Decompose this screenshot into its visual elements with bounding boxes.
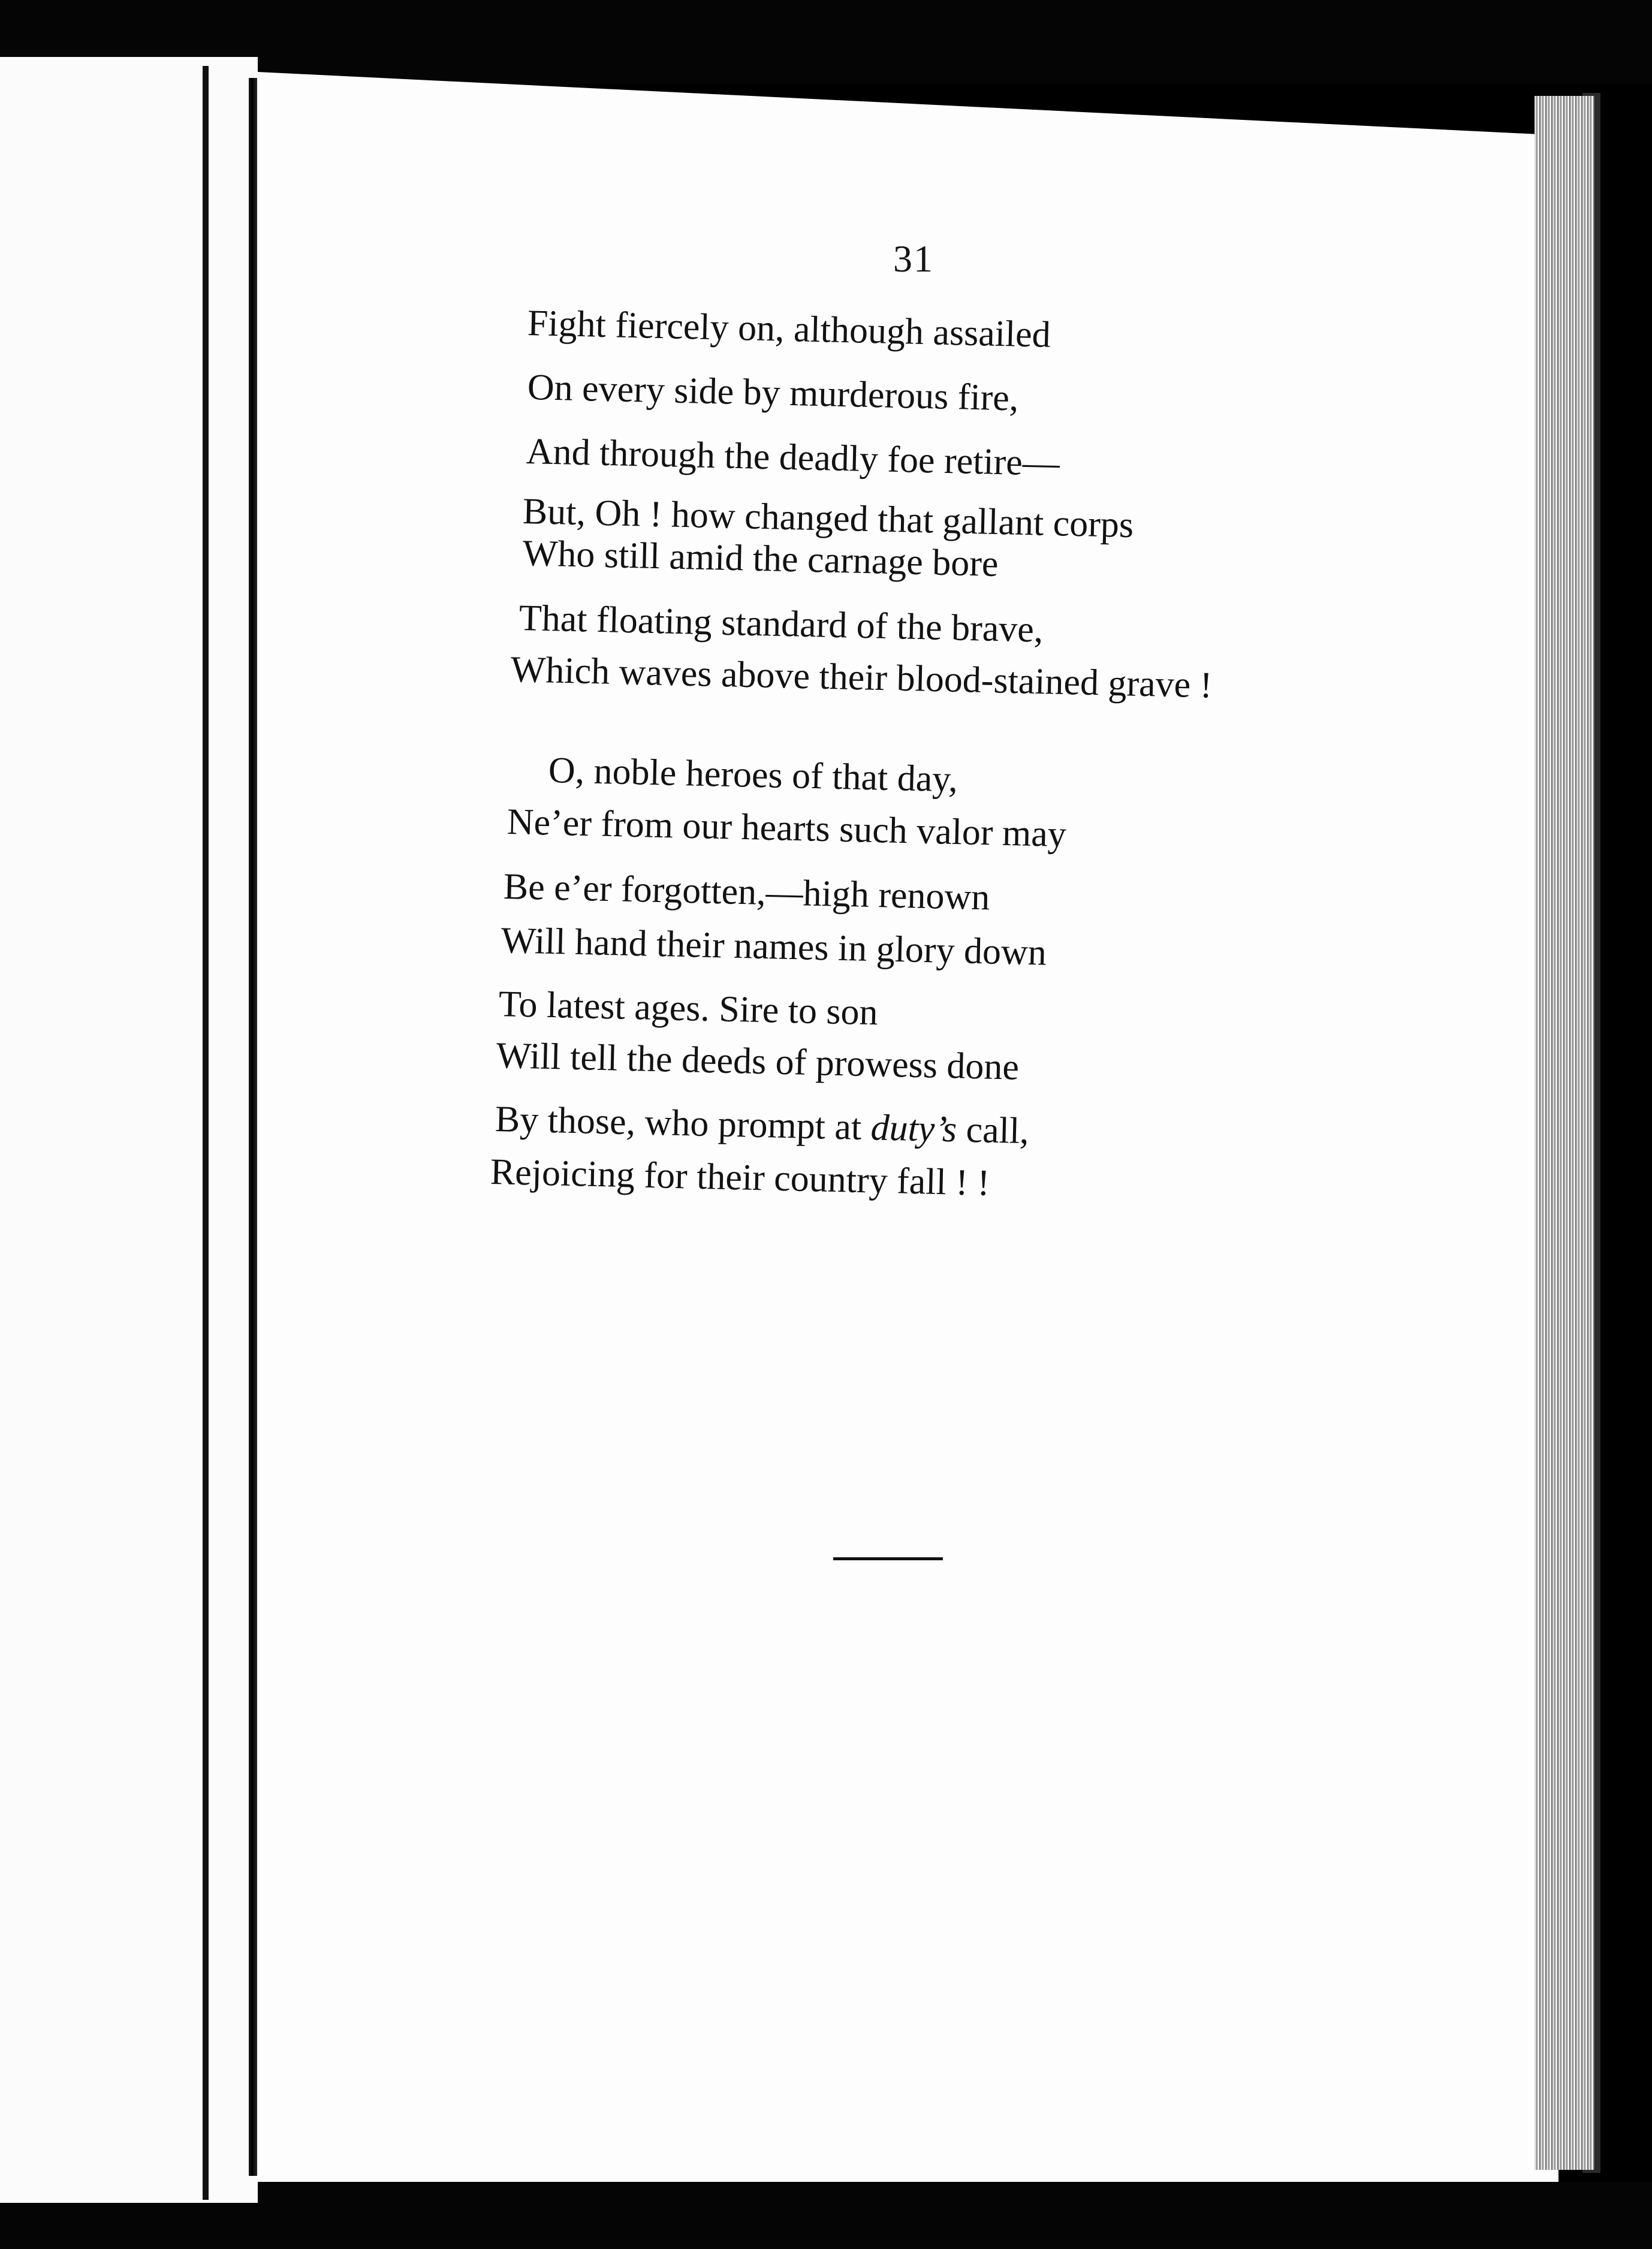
emphasized-word: duty’s <box>870 1107 957 1150</box>
line-end: call, <box>956 1109 1030 1152</box>
left-facing-page <box>0 57 258 2203</box>
poem-line: O, noble heroes of that day, <box>548 750 958 800</box>
poem-line: And through the deadly foe retire— <box>526 431 1060 484</box>
left-page-inner-edge <box>203 66 209 2200</box>
page-number: 31 <box>893 237 934 280</box>
poem-line: Fight fiercely on, although assailed <box>527 303 1051 355</box>
poem-line: Who still amid the carnage bore <box>522 533 999 584</box>
poem-line: Which waves above their blood-stained grave ! <box>510 649 1213 706</box>
poem-line: Will tell the deeds of prowess done <box>496 1035 1020 1088</box>
poem-line: Will hand their names in glory down <box>501 920 1047 973</box>
poem-line: Ne’er from our hearts such valor may <box>507 801 1067 855</box>
book-gutter <box>249 78 257 2176</box>
line-start: By those, who prompt at <box>495 1099 872 1148</box>
poem-line: Be e’er forgotten,—high renown <box>503 866 991 918</box>
poem-line: Rejoicing for their country fall ! ! <box>490 1151 990 1204</box>
poem-line: That floating standard of the brave, <box>518 598 1044 650</box>
section-divider-rule <box>833 1557 943 1560</box>
poem-line: On every side by murderous fire, <box>527 367 1020 419</box>
poem-line: But, Oh ! how changed that gallant corps <box>522 491 1134 546</box>
poem-line: To latest ages. Sire to son <box>498 984 879 1033</box>
page-stack-edges <box>1535 96 1594 2170</box>
